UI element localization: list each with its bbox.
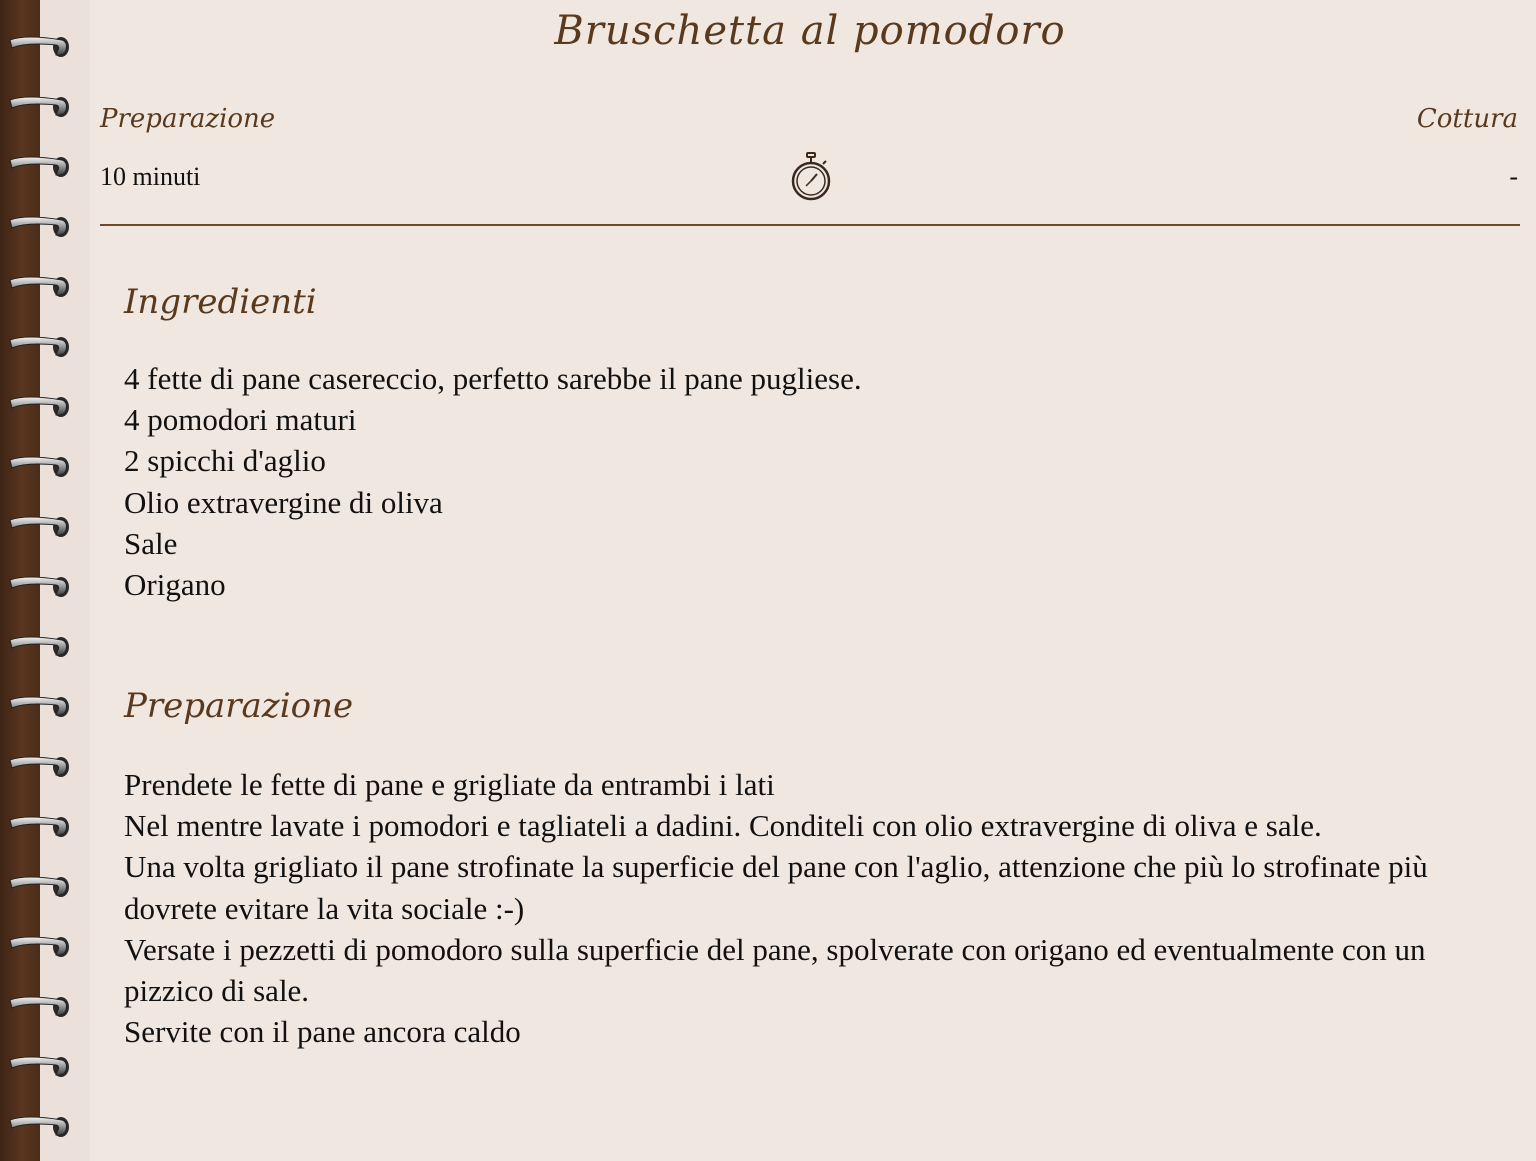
ingredient-item: Olio extravergine di oliva <box>124 484 443 520</box>
binding-ring <box>6 988 72 1022</box>
binding-ring <box>6 148 72 182</box>
binding-ring <box>6 748 72 782</box>
binding-ring <box>6 868 72 902</box>
recipe-page <box>90 0 1536 1161</box>
binding-ring <box>6 688 72 722</box>
binding-ring <box>6 928 72 962</box>
preparation-step: Una volta grigliato il pane strofinate la superficie del pane con l'aglio, attenzione che più lo strofinate più dovrete evitare la vita sociale :-) <box>124 849 1428 926</box>
spiral-binding <box>0 0 90 1161</box>
ingredient-item: 2 spicchi d'aglio <box>124 443 326 479</box>
preparation-steps <box>124 764 1434 1052</box>
preparation-time-value: 10 minuti <box>100 162 201 191</box>
preparation-step: Nel mentre lavate i pomodori e tagliateli a dadini. Conditeli con olio extravergine di oliva e sale. <box>124 808 1322 844</box>
binding-ring <box>6 628 72 662</box>
stopwatch-icon[interactable] <box>790 152 832 202</box>
header-divider <box>100 224 1520 226</box>
recipe-title: Bruschetta al pomodoro <box>554 8 1066 54</box>
binding-ring <box>6 208 72 242</box>
binding-ring <box>6 508 72 542</box>
preparation-step: Prendete le fette di pane e grigliate da entrambi i lati <box>124 767 775 802</box>
binding-ring <box>6 88 72 122</box>
preparation-time-label: Preparazione <box>100 104 276 134</box>
binding-ring <box>6 808 72 842</box>
preparation-step: Servite con il pane ancora caldo <box>124 1014 521 1050</box>
ingredient-item: Origano <box>124 567 226 603</box>
cooking-time-label: Cottura <box>1416 104 1518 134</box>
preparation-heading: Preparazione <box>124 686 354 726</box>
binding-ring <box>6 28 72 62</box>
ingredients-heading: Ingredienti <box>124 282 317 322</box>
binding-ring <box>6 328 72 362</box>
cooking-time-value: - <box>1509 162 1518 191</box>
preparation-step: Versate i pezzetti di pomodoro sulla superficie del pane, spolverate con origano ed eventualmente con un pizzico di sale. <box>124 931 1426 1009</box>
binding-ring <box>6 1108 72 1142</box>
binding-ring <box>6 1048 72 1082</box>
binding-ring <box>6 448 72 482</box>
ingredient-item: Sale <box>124 525 178 561</box>
binding-ring <box>6 268 72 302</box>
ingredients-list <box>124 358 1444 605</box>
ingredient-item: 4 fette di pane casereccio, perfetto sarebbe il pane pugliese. <box>124 361 862 396</box>
binding-ring <box>6 388 72 422</box>
ingredient-item: 4 pomodori maturi <box>124 402 357 438</box>
binding-ring <box>6 568 72 602</box>
